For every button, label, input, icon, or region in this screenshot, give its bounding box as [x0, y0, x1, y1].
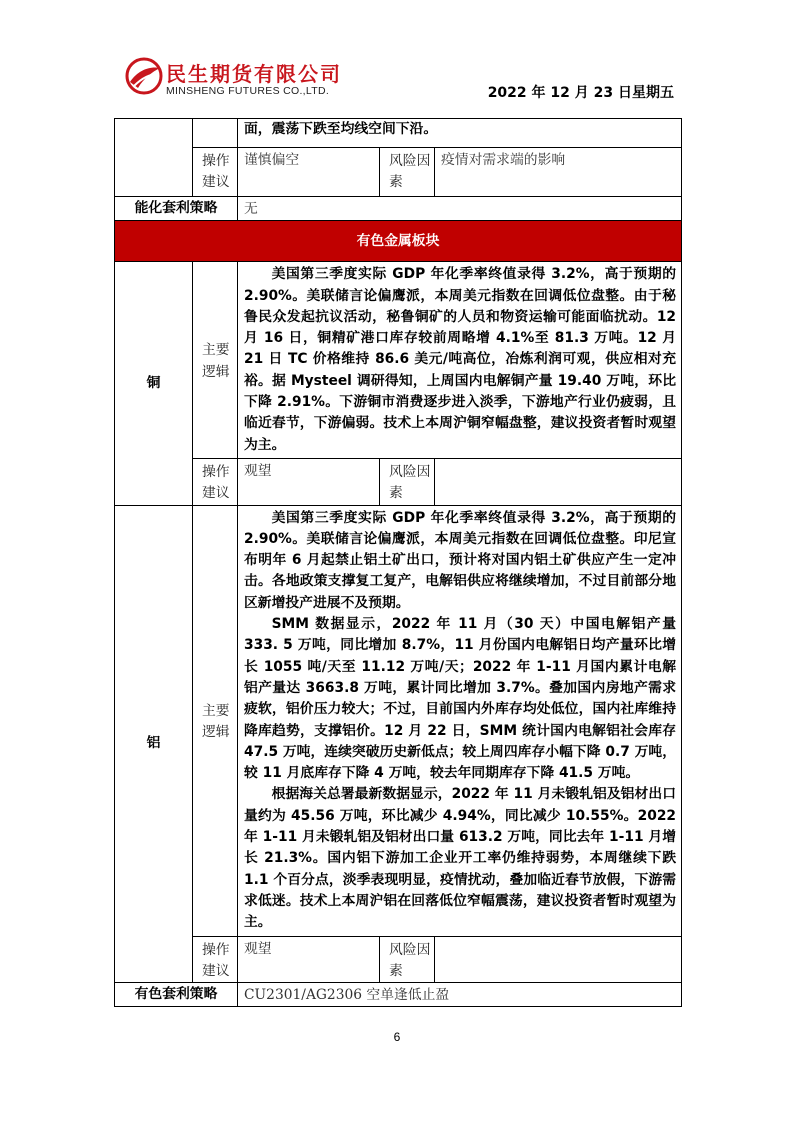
copper-op-label: 操作建议	[193, 458, 238, 505]
aluminum-risk-value	[435, 936, 682, 983]
prev-op-value: 谨慎偏空	[238, 148, 380, 197]
aluminum-logic-text	[238, 505, 682, 936]
page-number: 6	[393, 1030, 401, 1044]
nonferrous-strategy-value: CU2301/AG2306 空单逢低止盈	[238, 983, 682, 1007]
copper-paragraph: 美国第三季度实际 GDP 年化季率终值录得 3.2%，高于预期的 2.90%。美联储言论偏鹰派，本周美元指数在回调低位盘整。由于秘鲁民众发起抗议活动，秘鲁铜矿的人员和物资运输可能面临扰动。12 月 16 日，铜精矿港口库存较前周略增 4.1%至 81.3 万吨。12 月 21 日 TC 价格维持 86.6 美元/吨高位，冶炼利润可观，供应相对充裕。据 Mysteel 调研得知，上周国内电解铜产量 19.40 万吨，环比下降 2.91%。下游铜市消费逐步进入淡季，下游地产行业仍疲弱，且临近春节，下游偏弱。技术上本周沪铜窄幅盘整，建议投资者暂时观望为主。	[244, 266, 677, 453]
copper-risk-label: 风险因素	[380, 458, 435, 505]
aluminum-op-value: 观望	[238, 936, 380, 983]
prev-op-row	[115, 148, 682, 197]
aluminum-logic-label: 主要逻辑	[193, 505, 238, 936]
energy-strategy-row	[115, 197, 682, 221]
company-name-cn: 民生期货有限公司	[166, 62, 342, 86]
copper-risk-value	[435, 458, 682, 505]
minsheng-logo-icon	[124, 56, 164, 96]
prev-op-label: 操作建议	[193, 148, 238, 197]
aluminum-name: 铝	[115, 505, 193, 983]
copper-logic-label: 主要逻辑	[193, 262, 238, 459]
nonferrous-strategy-row	[115, 983, 682, 1007]
aluminum-op-label: 操作建议	[193, 936, 238, 983]
company-logo	[124, 56, 364, 102]
copper-logic-row	[115, 262, 682, 459]
aluminum-paragraph: 根据海关总署最新数据显示，2022 年 11 月未锻轧铝及铝材出口量约为 45.56 万吨，环比减少 4.94%，同比减少 10.55%。2022 年 1-11 月未锻轧铝及铝材出口量 613.2 万吨，同比去年 1-11 月增长 21.3%。国内铝下游加工企业开工率仍维持弱势，本周继续下跌 1.1 个百分点，淡季表现明显，疫情扰动，叠加临近春节放假，下游需求低迷。技术上本周沪铝在回落低位窄幅震荡，建议投资者暂时观望为主。	[244, 786, 677, 931]
report-date: 2022 年 12 月 23 日星期五	[487, 85, 674, 101]
aluminum-risk-label: 风险因素	[380, 936, 435, 983]
prev-risk-label: 风险因素	[380, 148, 435, 197]
energy-strategy-value: 无	[238, 197, 682, 221]
aluminum-paragraph: 美国第三季度实际 GDP 年化季率终值录得 3.2%，高于预期的 2.90%。美联储言论偏鹰派，本周美元指数在回调低位盘整。印尼宣布明年 6 月起禁止铝土矿出口，预计将对国内铝土矿供应产生一定冲击。各地政策支撑复工复产，电解铝供应将继续增加，不过目前部分地区新增投产进展不及预期。	[244, 509, 677, 611]
prev-risk-value: 疫情对需求端的影响	[435, 148, 682, 197]
section-banner-row	[115, 221, 682, 262]
copper-op-row	[115, 458, 682, 505]
copper-name: 铜	[115, 262, 193, 505]
copper-logic-text	[238, 262, 682, 459]
aluminum-op-row	[115, 936, 682, 983]
prev-label-cell	[193, 119, 238, 148]
prev-metal-cell	[115, 119, 193, 197]
nonferrous-strategy-label: 有色套利策略	[115, 983, 238, 1007]
prev-continuation-text: 面，震荡下跌至均线空间下沿。	[238, 119, 682, 148]
aluminum-paragraph: SMM 数据显示，2022 年 11 月（30 天）中国电解铝产量 333. 5 万吨，同比增加 8.7%，11 月份国内电解铝日均产量环比增长 1055 吨/天至 11.12 万吨/天；2022 年 1-11 月国内累计电解铝产量达 3663.8 万吨，累计同比增加 3.7%。叠加国内房地产需求疲软，铝价压力较大；不过，目前国内外库存均处低位，国内社库维持降库趋势，支撑铝价。12 月 22 日，SMM 统计国内电解铝社会库存 47.5 万吨，连续突破历史新低点；较上周四库存小幅下降 0.7 万吨，较 11 月底库存下降 4 万吨，较去年同期库存下降 41.5 万吨。	[244, 616, 677, 782]
aluminum-logic-row	[115, 505, 682, 936]
energy-strategy-label: 能化套利策略	[115, 197, 238, 221]
prev-continuation-row	[115, 119, 682, 148]
copper-op-value: 观望	[238, 458, 380, 505]
report-table	[114, 118, 682, 1007]
company-name-en: MINSHENG FUTURES CO.,LTD.	[166, 85, 330, 97]
section-title: 有色金属板块	[115, 221, 682, 262]
